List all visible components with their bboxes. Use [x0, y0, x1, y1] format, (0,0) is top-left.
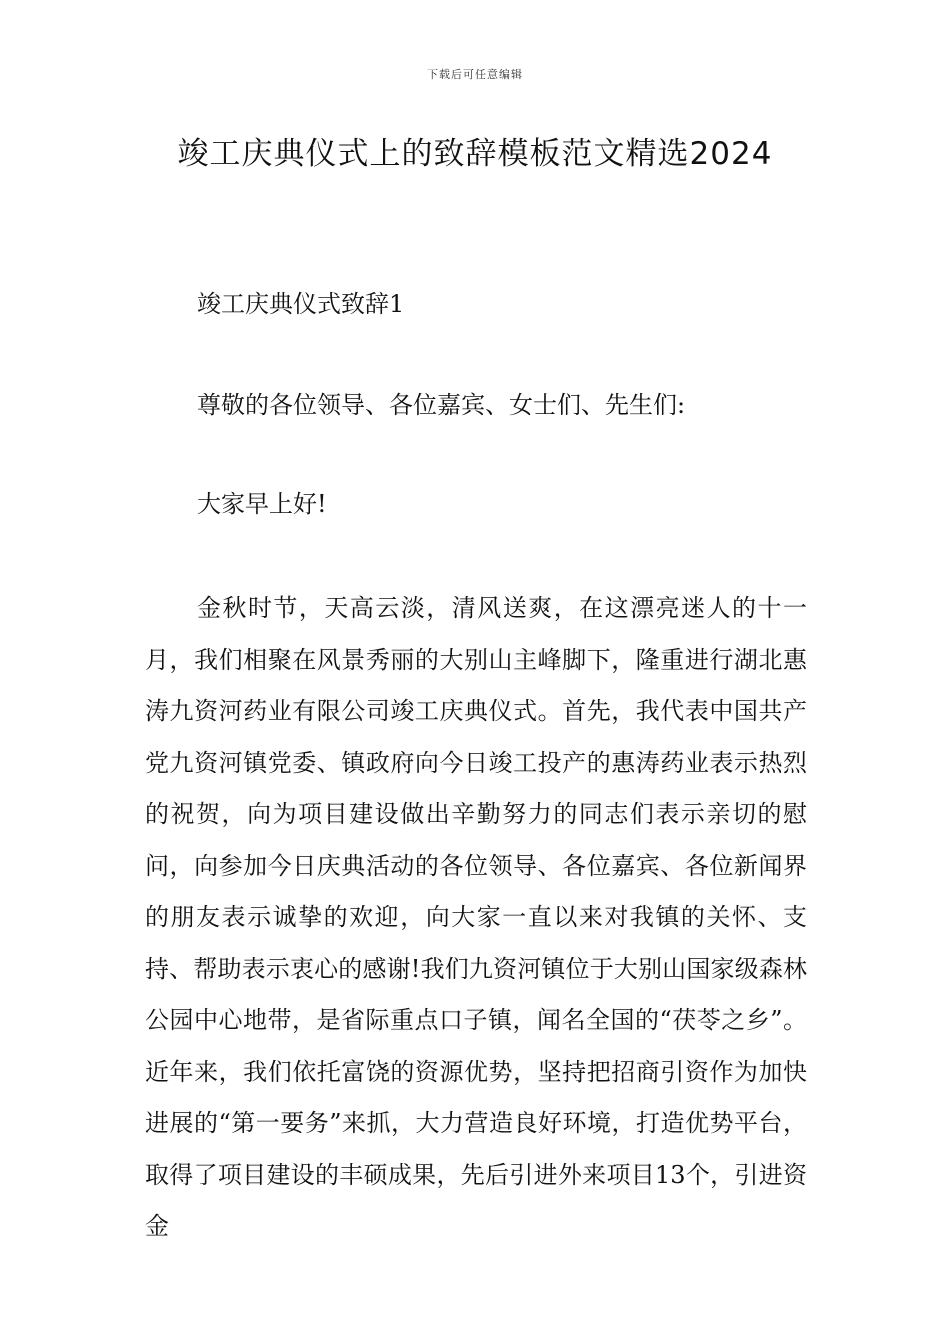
- document-title: 竣工庆典仪式上的致辞模板范文精选2024: [177, 136, 773, 172]
- salutation: 尊敬的各位领导、各位嘉宾、女士们、先生们:: [197, 391, 686, 419]
- section-heading: 竣工庆典仪式致辞1: [197, 290, 405, 318]
- body-paragraph: 金秋时节，天高云淡，清风送爽，在这漂亮迷人的十一月，我们相聚在风景秀丽的大别山主峰脚下，隆重进行湖北惠涛九资河药业有限公司竣工庆典仪式。首先，我代表中国共产党九资河镇党委、镇政府向今日竣工投产的惠涛药业表示热烈的祝贺，向为项目建设做出辛勤努力的同志们表示亲切的慰问，向参加今日庆典活动的各位领导、各位嘉宾、各位新闻界的朋友表示诚挚的欢迎，向大家一直以来对我镇的关怀、支持、帮助表示衷心的感谢!我们九资河镇位于大别山国家级森林公园中心地带，是省际重点口子镇，闻名全国的“茯苓之乡”。近年来，我们依托富饶的资源优势，坚持把招商引资作为加快进展的“第一要务”来抓，大力营造良好环境，打造优势平台，取得了项目建设的丰硕成果，先后引进外来项目13个，引进资金: [145, 594, 807, 1240]
- greeting: 大家早上好!: [197, 490, 327, 518]
- header-note: 下载后可任意编辑: [427, 68, 523, 81]
